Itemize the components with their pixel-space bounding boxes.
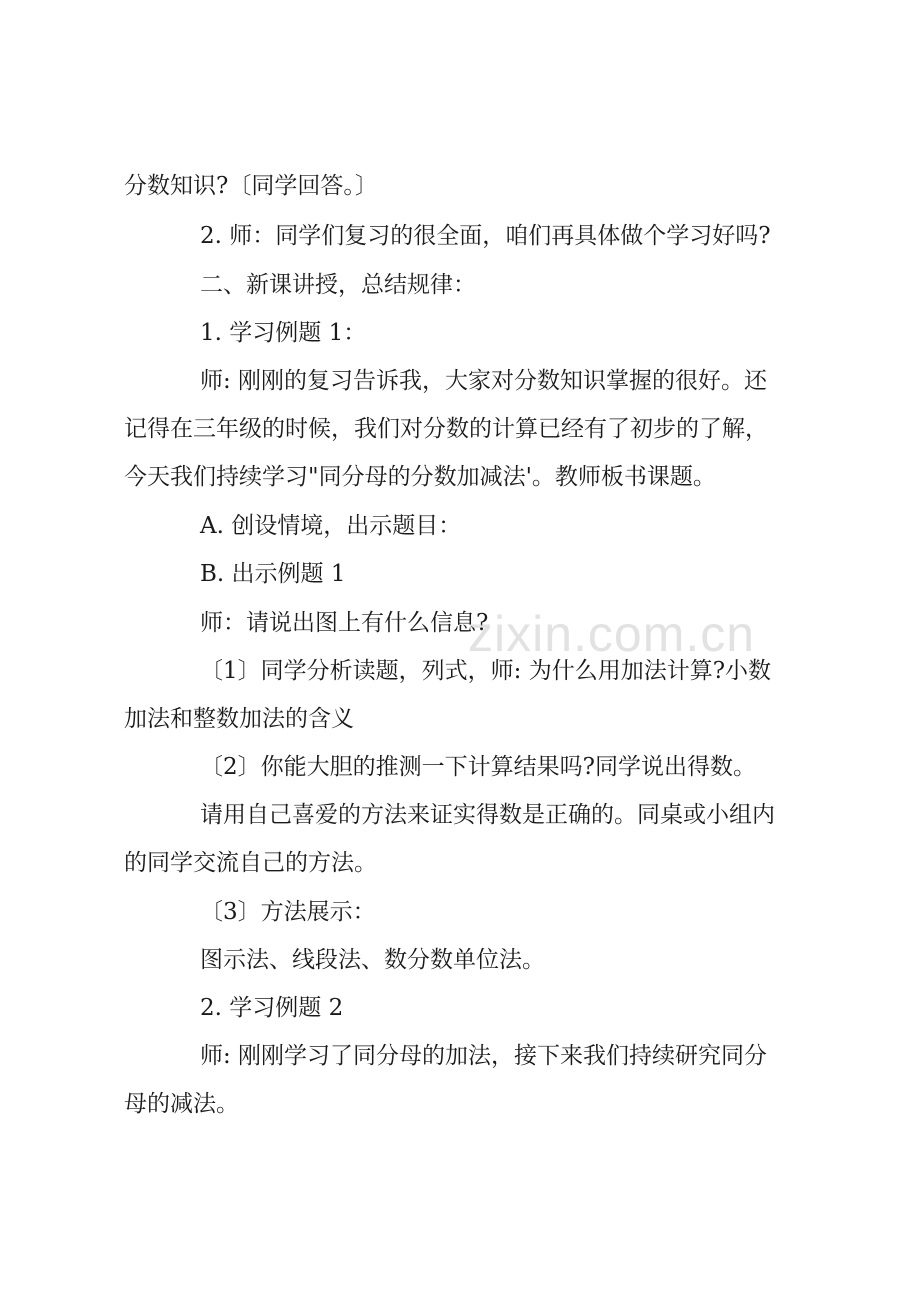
text-line-10: 师：请说出图上有什么信息? xyxy=(200,610,489,636)
text-line-7: 今天我们持续学习"同分母的分数加减法'。教师板书课题。 xyxy=(124,464,716,490)
text-line-11: 〔1〕同学分析读题，列式，师: 为什么用加法计算?小数 xyxy=(200,658,772,684)
text-line-14: 请用自己喜爱的方法来证实得数是正确的。同桌或小组内 xyxy=(200,802,775,828)
text-line-1: 分数知识?〔同学回答。〕 xyxy=(124,173,378,199)
text-line-4: 1. 学习例题 1： xyxy=(200,320,367,346)
text-line-13: 〔2〕你能大胆的推测一下计算结果吗?同学说出得数。 xyxy=(200,754,756,780)
text-line-12: 加法和整数加法的含义 xyxy=(124,706,354,732)
text-line-5: 师: 刚刚的复习告诉我，大家对分数知识掌握的很好。还 xyxy=(200,368,768,394)
text-line-3: 二、新课讲授，总结规律： xyxy=(200,272,476,298)
text-line-6: 记得在三年级的时候，我们对分数的计算已经有了初步的了解， xyxy=(124,416,768,442)
text-line-15: 的同学交流自己的方法。 xyxy=(124,850,377,876)
text-line-9: B. 出示例题 1 xyxy=(200,561,346,587)
text-line-18: 2. 学习例题 2 xyxy=(200,995,344,1021)
text-line-17: 图示法、线段法、数分数单位法。 xyxy=(200,947,545,973)
text-line-20: 母的减法。 xyxy=(124,1091,239,1117)
text-line-19: 师: 刚刚学习了同分母的加法，接下来我们持续研究同分 xyxy=(200,1043,768,1069)
text-line-2: 2. 师：同学们复习的很全面，咱们再具体做个学习好吗? xyxy=(200,223,771,249)
text-line-16: 〔3〕方法展示： xyxy=(200,899,376,925)
text-line-8: A. 创设情境，出示题目： xyxy=(200,513,462,539)
watermark: zixin.com.cn xyxy=(468,606,756,662)
